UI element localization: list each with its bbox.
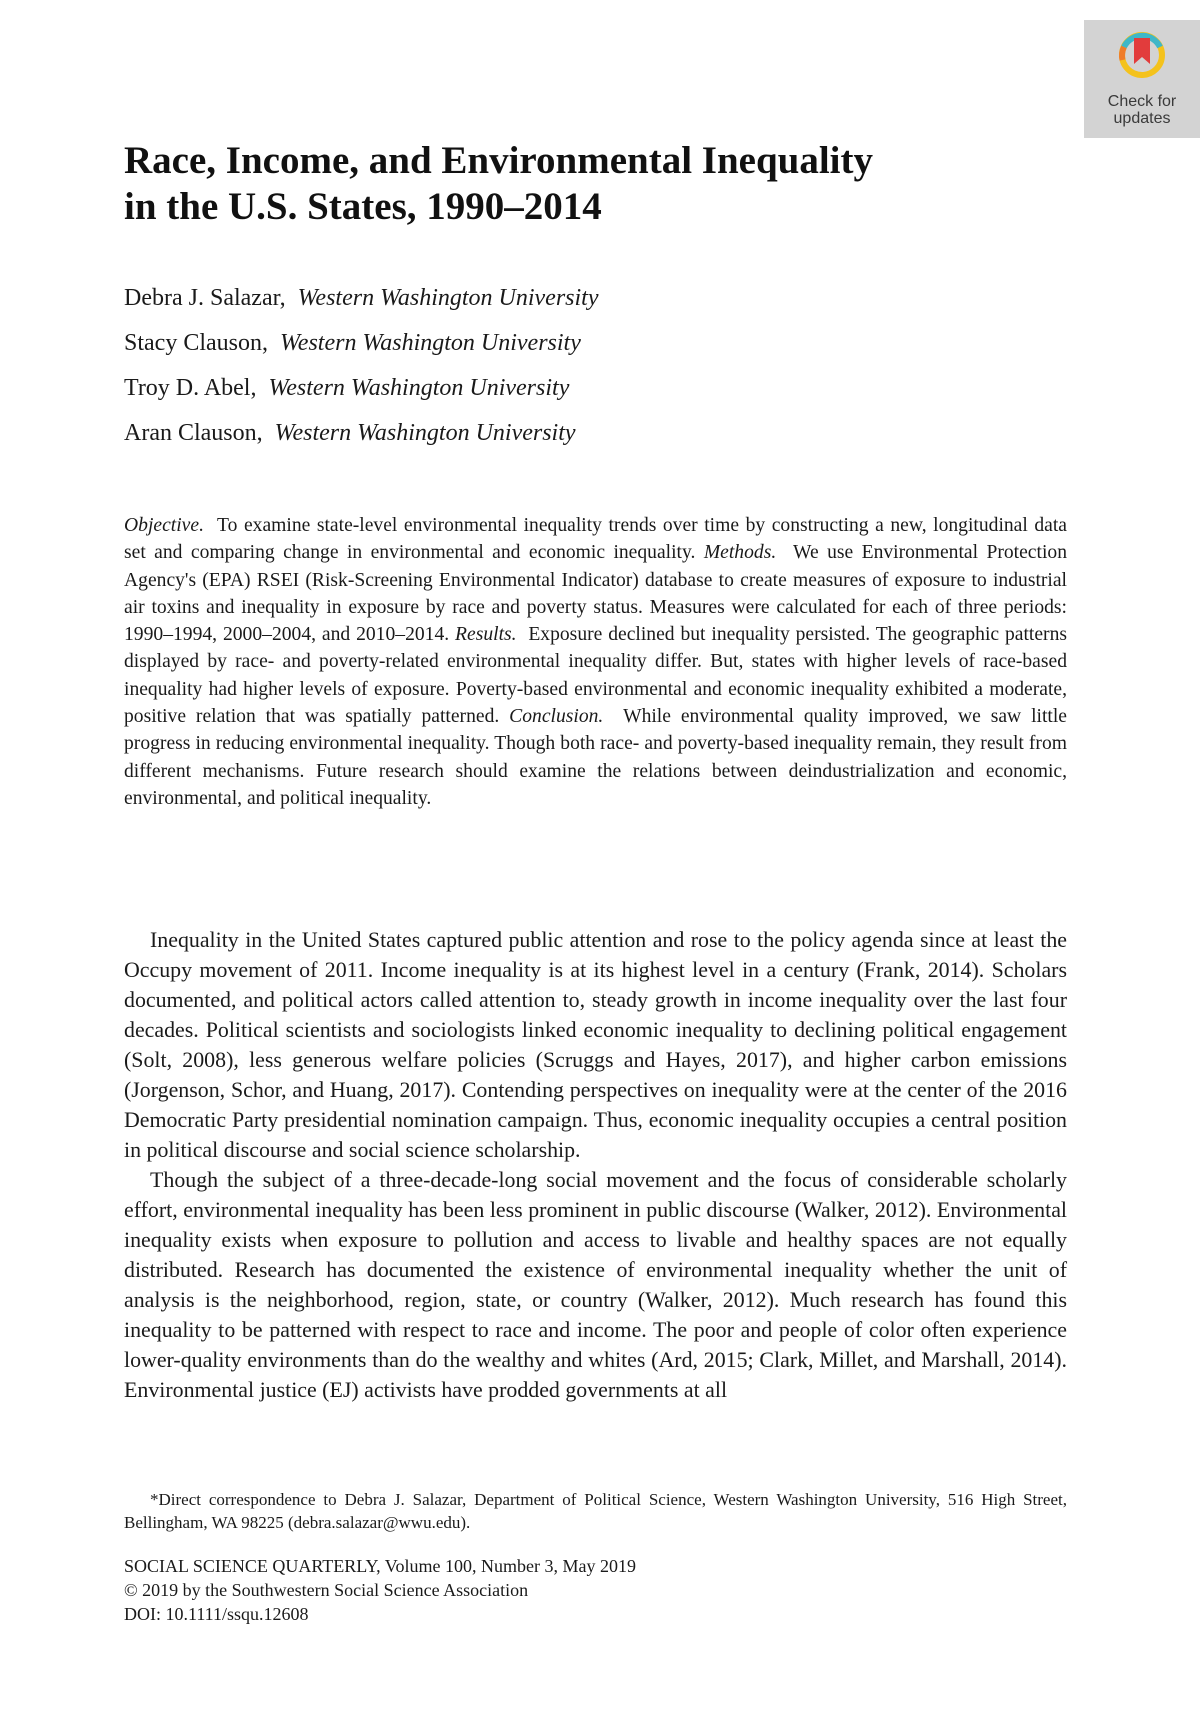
- author-3: [124, 366, 924, 411]
- author-name: Debra J. Salazar,: [124, 285, 286, 311]
- check-for-updates-badge[interactable]: [1084, 20, 1200, 138]
- body-paragraph-2: Though the subject of a three-decade-long social movement and the focus of considerable scholarly effort, environmental inequality has been less prominent in public discourse (Walker, 2012). Environmental inequality exists when exposure to pollution and access to livable and healthy spaces are not equally distributed. Research has documented the existence of environmental inequality whether the unit of analysis is the neighborhood, region, state, or country (Walker, 2012). Much research has found this inequality to be patterned with respect to race and income. The poor and people of color often experience lower-quality environments than do the wealthy and whites (Ard, 2015; Clark, Millet, and Marshall, 2014). Environmental justice (EJ) activists have prodded governments at all: [124, 1167, 1067, 1402]
- author-name: Aran Clauson,: [124, 420, 263, 446]
- author-1: [124, 276, 924, 321]
- article-body: [124, 925, 1067, 1405]
- journal-doi: DOI: 10.1111/ssqu.12608: [124, 1604, 309, 1624]
- author-2: [124, 321, 924, 366]
- article-title: [124, 138, 1044, 230]
- correspondence-footnote: *Direct correspondence to Debra J. Salazar, Department of Political Science, Western Washington University, 516 High Street, Bellingham, WA 98225 (debra.salazar@wwu.edu).: [124, 1490, 1067, 1532]
- body-paragraph-1: Inequality in the United States captured public attention and rose to the policy agenda since at least the Occupy movement of 2011. Income inequality is at its highest level in a century (Frank, 2014). Scholars documented, and political actors called attention to, steady growth in income inequality over the last four decades. Political scientists and sociologists linked economic inequality to declining political engagement (Solt, 2008), less generous welfare policies (Scruggs and Hayes, 2017), and higher carbon emissions (Jorgenson, Schor, and Huang, 2017). Contending perspectives on inequality were at the center of the 2016 Democratic Party presidential nomination campaign. Thus, economic inequality occupies a central position in political discourse and social science scholarship.: [124, 927, 1067, 1162]
- abstract-conclusion-text: While environmental quality improved, we saw little progress in reducing environmental inequality. Though both race- and poverty-based inequality remain, they result from different mechanisms. Future research should examine the relations between deindustrialization and economic, environmental, and political inequality.: [124, 706, 1067, 809]
- author-name: Stacy Clauson,: [124, 330, 268, 356]
- author-name: Troy D. Abel,: [124, 375, 257, 401]
- author-affiliation: Western Washington University: [274, 420, 576, 446]
- journal-info: [124, 1554, 1024, 1626]
- journal-citation: SOCIAL SCIENCE QUARTERLY, Volume 100, Number 3, May 2019: [124, 1556, 636, 1576]
- title-line-1: Race, Income, and Environmental Inequality: [124, 139, 873, 182]
- author-list: [124, 276, 924, 456]
- title-line-2: in the U.S. States, 1990–2014: [124, 185, 602, 228]
- abstract: [124, 512, 1067, 812]
- journal-copyright: © 2019 by the Southwestern Social Science Association: [124, 1580, 529, 1600]
- abstract-results-text: Exposure declined but inequality persisted. The geographic patterns displayed by race- and poverty-related environmental inequality differ. But, states with higher levels of race-based inequality had higher levels of exposure. Poverty-based environmental and economic inequality exhibited a moderate, positive relation that was spatially patterned.: [124, 624, 1068, 728]
- bookmark-ring-icon: [1117, 30, 1167, 80]
- abstract-objective-text: To examine state-level environmental inequality trends over time by constructing a new, longitudinal data set and comparing change in environmental and economic inequality.: [124, 515, 1067, 564]
- abstract-conclusion-label: Conclusion.: [509, 706, 604, 728]
- abstract-methods-text: We use Environmental Protection Agency's (EPA) RSEI (Risk-Screening Environmental Indicator) database to create measures of exposure to industrial air toxins and inequality in exposure by race and poverty status. Measures were calculated for each of three periods: 1990–1994, 2000–2004, and 2010–2014.: [124, 542, 1067, 646]
- abstract-objective-label: Objective.: [124, 515, 204, 536]
- abstract-methods-label: Methods.: [703, 542, 777, 564]
- abstract-results-label: Results.: [455, 624, 517, 646]
- author-4: [124, 411, 924, 456]
- author-affiliation: Western Washington University: [268, 375, 570, 401]
- author-affiliation: Western Washington University: [297, 285, 599, 311]
- check-for-updates-label: Check for updates: [1107, 93, 1177, 127]
- author-affiliation: Western Washington University: [280, 330, 581, 356]
